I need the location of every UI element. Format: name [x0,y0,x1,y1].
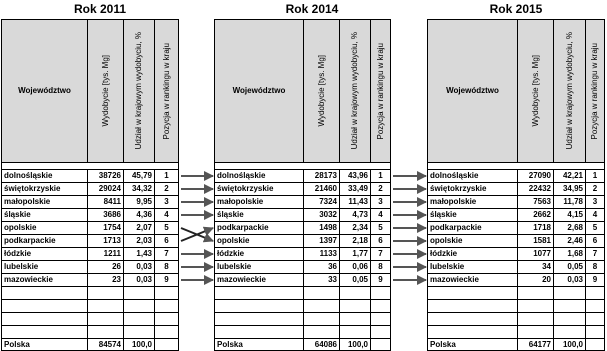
production-value: 8411 [88,196,124,209]
production-value: 1498 [304,222,340,235]
rank-value: 2 [155,183,179,196]
production-value: 7563 [518,196,554,209]
production-value: 1581 [518,235,554,248]
share-value: 45,79 [124,170,155,183]
production-value: 3686 [88,209,124,222]
rank-value: 8 [155,261,179,274]
region-name: podkarpackie [2,235,88,248]
rank-value: 4 [155,209,179,222]
rank-value: 9 [371,274,391,287]
region-name: podkarpackie [215,222,304,235]
rank-value: 4 [371,209,391,222]
rank-value: 9 [586,274,605,287]
production-value: 1077 [518,248,554,261]
rank-value: 3 [371,196,391,209]
share-value: 1,77 [340,248,371,261]
rank-value: 1 [586,170,605,183]
production-value: 1754 [88,222,124,235]
rank-value: 3 [155,196,179,209]
rank-value: 9 [155,274,179,287]
share-value: 4,36 [124,209,155,222]
header-pozycja: Pozycja w rankingu w kraju [155,20,179,163]
share-value: 0,03 [124,274,155,287]
production-value: 1397 [304,235,340,248]
rank-value: 6 [371,235,391,248]
header-udzial: Udział w krajowym wydobyciu, % [554,20,586,163]
share-value: 9,95 [124,196,155,209]
region-name: świętokrzyskie [215,183,304,196]
header-wydobycie: Wydobycie [tys. Mg] [88,20,124,163]
share-value: 11,78 [554,196,586,209]
production-value: 3032 [304,209,340,222]
production-value: 1713 [88,235,124,248]
share-value: 2,46 [554,235,586,248]
production-value: 34 [518,261,554,274]
production-value: 28173 [304,170,340,183]
production-value: 27090 [518,170,554,183]
region-name: mazowieckie [428,274,518,287]
production-value: 1133 [304,248,340,261]
rank-value: 5 [586,222,605,235]
share-value: 0,03 [554,274,586,287]
production-value: 33 [304,274,340,287]
rank-value: 8 [586,261,605,274]
rank-value: 1 [155,170,179,183]
production-value: 7324 [304,196,340,209]
header-wojewodztwo: Województwo [428,20,518,163]
share-value: 2,18 [340,235,371,248]
rank-value: 1 [371,170,391,183]
region-name: mazowieckie [2,274,88,287]
region-name: łódzkie [2,248,88,261]
share-value: 1,43 [124,248,155,261]
region-name: łódzkie [215,248,304,261]
region-name: świętokrzyskie [2,183,88,196]
total-row [215,339,391,351]
region-name: opolskie [215,235,304,248]
production-value: 2662 [518,209,554,222]
share-value: 43,96 [340,170,371,183]
header-udzial: Udział w krajowym wydobyciu, % [340,20,371,163]
production-value: 23 [88,274,124,287]
region-name: dolnośląskie [2,170,88,183]
year-title-2011: Rok 2011 [73,2,127,16]
total-production: 64177 [518,339,554,351]
share-value: 1,68 [554,248,586,261]
production-value: 26 [88,261,124,274]
rank-value: 3 [586,196,605,209]
production-value: 1211 [88,248,124,261]
total-rank [155,339,179,351]
region-name: opolskie [2,222,88,235]
header-wojewodztwo: Województwo [215,20,304,163]
rank-value: 5 [371,222,391,235]
share-value: 0,03 [124,261,155,274]
total-share: 100,0 [340,339,371,351]
production-value: 36 [304,261,340,274]
region-name: podkarpackie [428,222,518,235]
rank-value: 6 [155,235,179,248]
region-name: dolnośląskie [215,170,304,183]
region-name: lubelskie [215,261,304,274]
year-title-2014: Rok 2014 [285,2,339,16]
year-title-2015: Rok 2015 [489,2,543,16]
header-pozycja: Pozycja w rankingu w kraju [371,20,391,163]
share-value: 2,34 [340,222,371,235]
rank-value: 2 [371,183,391,196]
share-value: 0,05 [340,274,371,287]
region-name: śląskie [2,209,88,222]
region-name: dolnośląskie [428,170,518,183]
production-value: 1718 [518,222,554,235]
total-production: 64086 [304,339,340,351]
share-value: 34,32 [124,183,155,196]
rank-value: 7 [586,248,605,261]
share-value: 4,15 [554,209,586,222]
share-value: 34,95 [554,183,586,196]
header-wojewodztwo: Województwo [2,20,88,163]
total-share: 100,0 [124,339,155,351]
total-label: Polska [215,339,304,351]
rank-value: 5 [155,222,179,235]
header-pozycja: Pozycja w rankingu w kraju [586,20,605,163]
region-name: małopolskie [428,196,518,209]
share-value: 2,07 [124,222,155,235]
share-value: 11,43 [340,196,371,209]
total-label: Polska [2,339,88,351]
total-rank [586,339,605,351]
region-name: opolskie [428,235,518,248]
share-value: 2,03 [124,235,155,248]
rank-value: 7 [371,248,391,261]
share-value: 4,73 [340,209,371,222]
share-value: 42,21 [554,170,586,183]
region-name: śląskie [428,209,518,222]
region-name: lubelskie [428,261,518,274]
total-share: 100,0 [554,339,586,351]
share-value: 0,05 [554,261,586,274]
region-name: małopolskie [215,196,304,209]
rank-value: 6 [586,235,605,248]
production-value: 38726 [88,170,124,183]
region-name: łódzkie [428,248,518,261]
rank-value: 8 [371,261,391,274]
region-name: małopolskie [2,196,88,209]
total-production: 84574 [88,339,124,351]
share-value: 0,06 [340,261,371,274]
share-value: 2,68 [554,222,586,235]
rank-value: 4 [586,209,605,222]
total-rank [371,339,391,351]
region-name: lubelskie [2,261,88,274]
rank-value: 2 [586,183,605,196]
production-value: 22432 [518,183,554,196]
production-value: 20 [518,274,554,287]
rank-value: 7 [155,248,179,261]
production-value: 21460 [304,183,340,196]
total-row [2,339,179,351]
production-value: 29024 [88,183,124,196]
total-label: Polska [428,339,518,351]
header-wydobycie: Wydobycie [tys. Mg] [518,20,554,163]
region-name: mazowieckie [215,274,304,287]
total-row [428,339,605,351]
region-name: śląskie [215,209,304,222]
region-name: świętokrzyskie [428,183,518,196]
share-value: 33,49 [340,183,371,196]
header-wydobycie: Wydobycie [tys. Mg] [304,20,340,163]
header-udzial: Udział w krajowym wydobyciu, % [124,20,155,163]
